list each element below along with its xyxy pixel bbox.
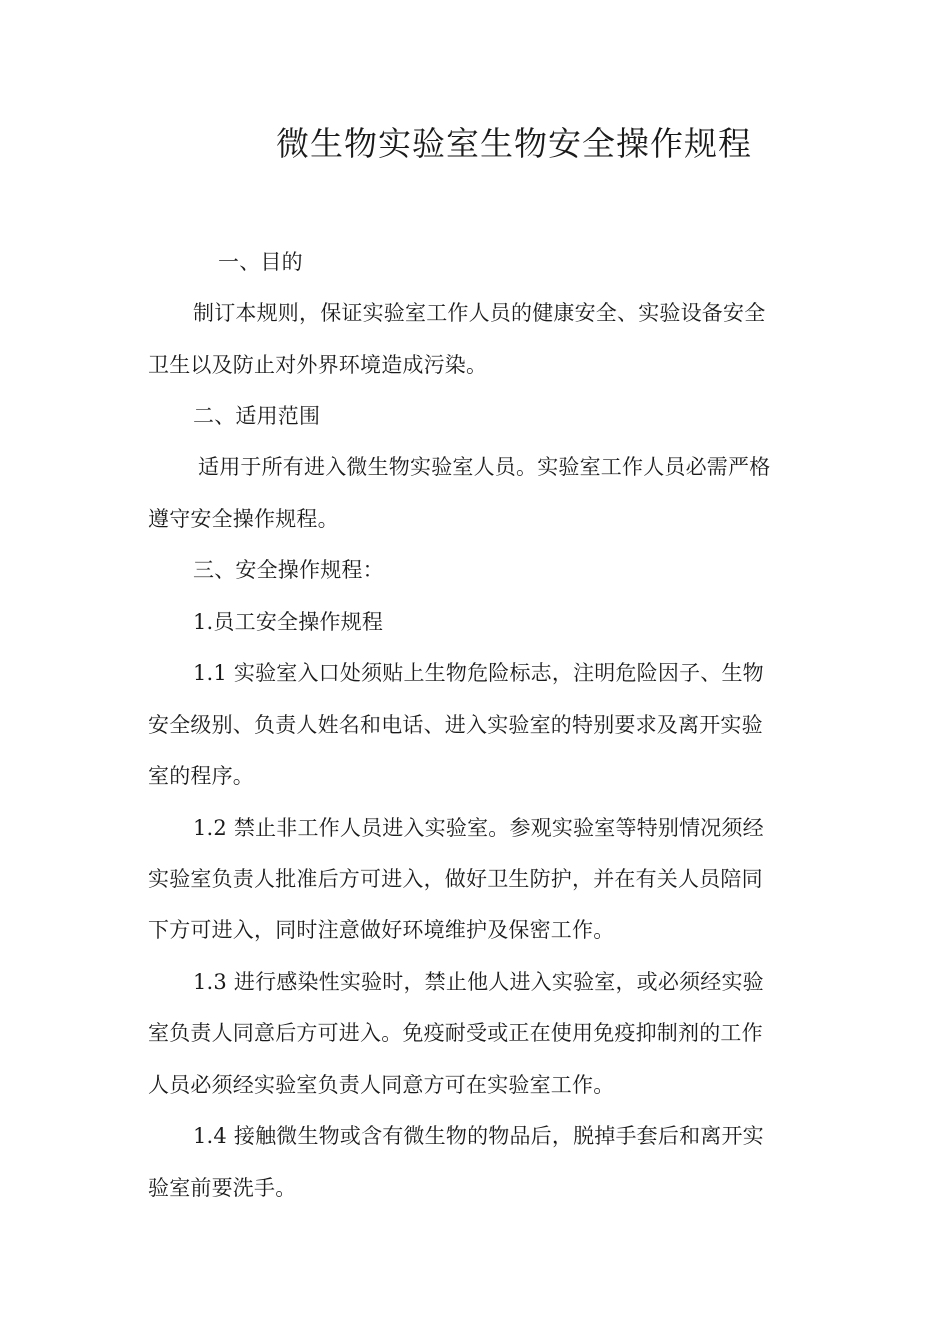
paragraph-line: 1.3 进行感染性实验时，禁止他人进入实验室，或必须经实验: [193, 970, 764, 994]
paragraph-line: 卫生以及防止对外界环境造成污染。: [148, 353, 488, 377]
paragraph-line: 1.4 接触微生物或含有微生物的物品后，脱掉手套后和离开实: [193, 1124, 764, 1148]
heading-scope: 二、适用范围: [193, 404, 321, 428]
paragraph-line: 制订本规则，保证实验室工作人员的健康安全、实验设备安全: [193, 301, 766, 325]
subheading-staff-procedures: 1.员工安全操作规程: [193, 610, 384, 634]
paragraph-line: 下方可进入，同时注意做好环境维护及保密工作。: [148, 918, 615, 942]
heading-procedures: 三、安全操作规程：: [193, 558, 384, 582]
paragraph-line: 遵守安全操作规程。: [148, 507, 339, 531]
paragraph-line: 适用于所有进入微生物实验室人员。实验室工作人员必需严格: [198, 455, 771, 479]
paragraph-line: 室的程序。: [148, 764, 254, 788]
paragraph-line: 1.1 实验室入口处须贴上生物危险标志，注明危险因子、生物: [193, 661, 764, 685]
paragraph-line: 实验室负责人批准后方可进入，做好卫生防护，并在有关人员陪同: [148, 867, 763, 891]
document-title: 微生物实验室生物安全操作规程: [276, 124, 752, 163]
paragraph-line: 验室前要洗手。: [148, 1176, 297, 1200]
paragraph-line: 人员必须经实验室负责人同意方可在实验室工作。: [148, 1073, 615, 1097]
paragraph-line: 1.2 禁止非工作人员进入实验室。参观实验室等特别情况须经: [193, 816, 764, 840]
heading-purpose: 一、目的: [218, 250, 303, 274]
paragraph-line: 安全级别、负责人姓名和电话、进入实验室的特别要求及离开实验: [148, 713, 763, 737]
paragraph-line: 室负责人同意后方可进入。免疫耐受或正在使用免疫抑制剂的工作: [148, 1021, 763, 1045]
